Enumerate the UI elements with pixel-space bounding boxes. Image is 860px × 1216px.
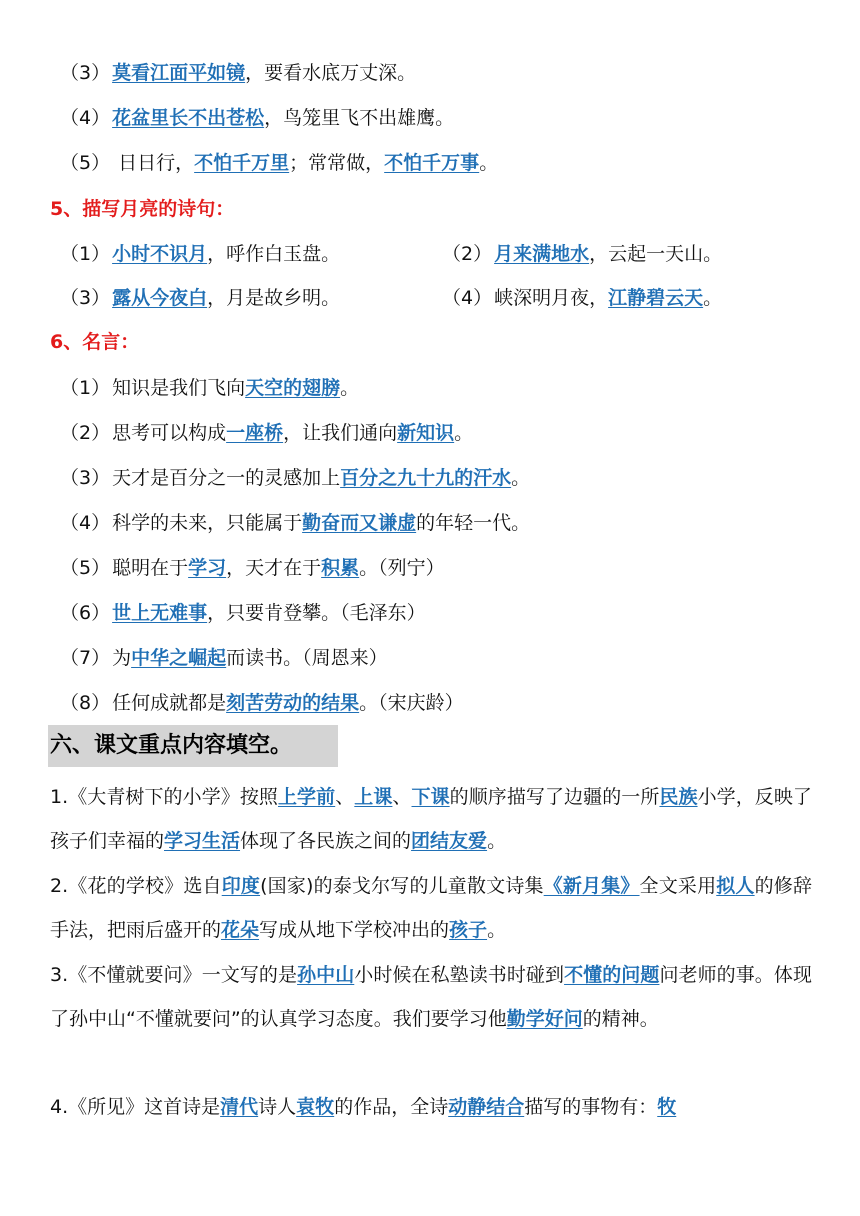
item-number: （4） [60, 107, 111, 129]
text-segment: 。 [487, 830, 507, 852]
text-segment: 1.《大青树下的小学》按照 [50, 786, 278, 808]
text-segment: 问老师的事。体现了孙中山“不懂就要问”的认真学习态度。我们要学习他 [50, 964, 812, 1030]
text-segment: 小学，反映了孩子们幸福的 [50, 786, 812, 852]
text-segment: 知识是我们飞向 [112, 377, 246, 399]
proverb-line [60, 148, 498, 178]
text-segment: 任何成就都是 [112, 692, 227, 714]
text-segment: 思考可以构成 [112, 422, 227, 444]
text-segment: 的修辞手法，把雨后盛开的 [50, 875, 812, 941]
item-number: （5） [60, 152, 111, 174]
answer-blank: 孩子 [449, 919, 488, 941]
answer-blank: 花朵 [221, 919, 260, 941]
fill-in-paragraph [50, 864, 812, 952]
text-segment: 科学的未来，只能属于 [112, 512, 303, 534]
text-segment: 全文采用 [639, 875, 717, 897]
quote-line [60, 418, 473, 448]
text-segment: 。 [511, 467, 531, 489]
answer-blank: 孙中山 [297, 964, 355, 986]
text-segment: 。 [340, 377, 360, 399]
text-segment: (国家)的泰戈尔写的儿童散文诗集 [260, 875, 544, 897]
quote-line [60, 598, 426, 628]
text-segment: 。 [454, 422, 474, 444]
text-segment: 小时候在私塾读书时碰到 [354, 964, 565, 986]
answer-blank: 学习生活 [164, 830, 241, 852]
answer-blank: 上学前 [277, 786, 336, 808]
answer-blank: 花盆里长不出苍松 [112, 107, 265, 129]
answer-blank: 莫看江面平如镜 [112, 62, 246, 84]
text-segment: ，天才在于 [226, 557, 322, 579]
text-segment: ，要看水底万丈深。 [245, 62, 417, 84]
answer-blank: 清代 [220, 1096, 259, 1118]
answer-blank: 小时不识月 [112, 243, 208, 265]
text-segment: ，呼作白玉盘。 [207, 243, 341, 265]
answer-blank: 拟人 [716, 875, 755, 897]
answer-blank: 月来满地水 [494, 243, 590, 265]
answer-blank: 不懂的问题 [564, 964, 660, 986]
answer-blank: 新知识 [397, 422, 455, 444]
text-segment: 。 [479, 152, 499, 174]
quote-line [60, 688, 464, 718]
text-segment: 诗人 [258, 1096, 297, 1118]
quote-line [60, 643, 388, 673]
text-segment: 的作品，全诗 [334, 1096, 449, 1118]
quote-line [60, 373, 359, 403]
quote-line [60, 553, 445, 583]
text-segment: 。 [703, 287, 723, 309]
text-segment: 2.《花的学校》选自 [50, 875, 222, 897]
text-segment: 的年轻一代。 [416, 512, 531, 534]
item-number: （4） [442, 287, 493, 309]
answer-blank: 江静碧云天 [608, 287, 704, 309]
item-number: （4） [60, 512, 111, 534]
answer-blank: 团结友爱 [411, 830, 488, 852]
answer-blank: 积累 [321, 557, 360, 579]
answer-blank: 世上无难事 [112, 602, 208, 624]
answer-blank: 勤奋而又谦虚 [302, 512, 417, 534]
text-segment: 天才是百分之一的灵感加上 [112, 467, 341, 489]
item-number: （6） [60, 602, 111, 624]
text-segment: 。（宋庆龄） [359, 692, 464, 714]
answer-blank: 百分之九十九的汗水 [340, 467, 512, 489]
moon-line [442, 283, 722, 313]
proverb-line [60, 103, 454, 133]
text-segment: 峡深明月夜， [494, 287, 609, 309]
text-segment: 聪明在于 [112, 557, 189, 579]
item-number: （3） [60, 467, 111, 489]
text-segment: 写成从地下学校冲出的 [259, 919, 450, 941]
text-segment: 体现了各民族之间的 [240, 830, 412, 852]
proverb-line [60, 58, 416, 88]
answer-blank: 印度 [221, 875, 261, 897]
answer-blank: 上课 [354, 786, 393, 808]
answer-blank: 《新月集》 [543, 875, 640, 897]
text-segment: ，月是故乡明。 [207, 287, 341, 309]
item-number: （2） [442, 243, 493, 265]
fill-in-paragraph [50, 775, 812, 863]
answer-blank: 牧 [657, 1096, 677, 1118]
text-segment: 而读书。（周恩来） [226, 647, 388, 669]
text-segment: 的顺序描写了边疆的一所 [449, 786, 660, 808]
text-segment: 。（列宁） [359, 557, 445, 579]
quote-line [60, 508, 530, 538]
answer-blank: 不怕千万事 [384, 152, 480, 174]
item-number: （8） [60, 692, 111, 714]
moon-line [442, 239, 722, 269]
answer-blank: 袁牧 [296, 1096, 335, 1118]
answer-blank: 天空的翅膀 [245, 377, 341, 399]
text-segment: 3.《不懂就要问》一文写的是 [50, 964, 298, 986]
text-segment: 。 [487, 919, 507, 941]
moon-line [60, 239, 340, 269]
text-segment: 4.《所见》这首诗是 [50, 1096, 221, 1118]
moon-poems-heading: 5、描写月亮的诗句： [50, 198, 235, 220]
text-segment: ，只要肯登攀。（毛泽东） [207, 602, 426, 624]
text-segment: ，鸟笼里飞不出雄鹰。 [264, 107, 455, 129]
item-number: （7） [60, 647, 111, 669]
item-number: （3） [60, 287, 111, 309]
item-number: （2） [60, 422, 111, 444]
item-number: （1） [60, 377, 111, 399]
text-segment: ；常常做， [289, 152, 385, 174]
answer-blank: 勤学好问 [506, 1008, 583, 1030]
text-segment: ，让我们通向 [283, 422, 398, 444]
answer-blank: 学习 [188, 557, 227, 579]
item-number: （3） [60, 62, 111, 84]
answer-blank: 露从今夜白 [112, 287, 208, 309]
quote-line [60, 463, 530, 493]
answer-blank: 动静结合 [448, 1096, 525, 1118]
item-number: （5） [60, 557, 111, 579]
answer-blank: 中华之崛起 [131, 647, 227, 669]
text-segment: ，云起一天山。 [589, 243, 723, 265]
text-segment: 描写的事物有： [524, 1096, 658, 1118]
answer-blank: 下课 [411, 786, 450, 808]
text-segment: 为 [112, 647, 132, 669]
answer-blank: 刻苦劳动的结果 [226, 692, 360, 714]
fill-in-paragraph [50, 953, 812, 1041]
answer-blank: 民族 [659, 786, 698, 808]
fill-in-paragraph [50, 1085, 812, 1129]
section-title: 六、课文重点内容填空。 [48, 725, 338, 767]
answer-blank: 一座桥 [226, 422, 284, 444]
text-segment: 、 [392, 786, 412, 808]
text-segment: 、 [335, 786, 355, 808]
item-number: （1） [60, 243, 111, 265]
text-segment: 日日行， [112, 152, 195, 174]
text-segment: 的精神。 [582, 1008, 659, 1030]
moon-line [60, 283, 340, 313]
quotes-heading: 6、名言： [50, 331, 140, 353]
answer-blank: 不怕千万里 [194, 152, 290, 174]
